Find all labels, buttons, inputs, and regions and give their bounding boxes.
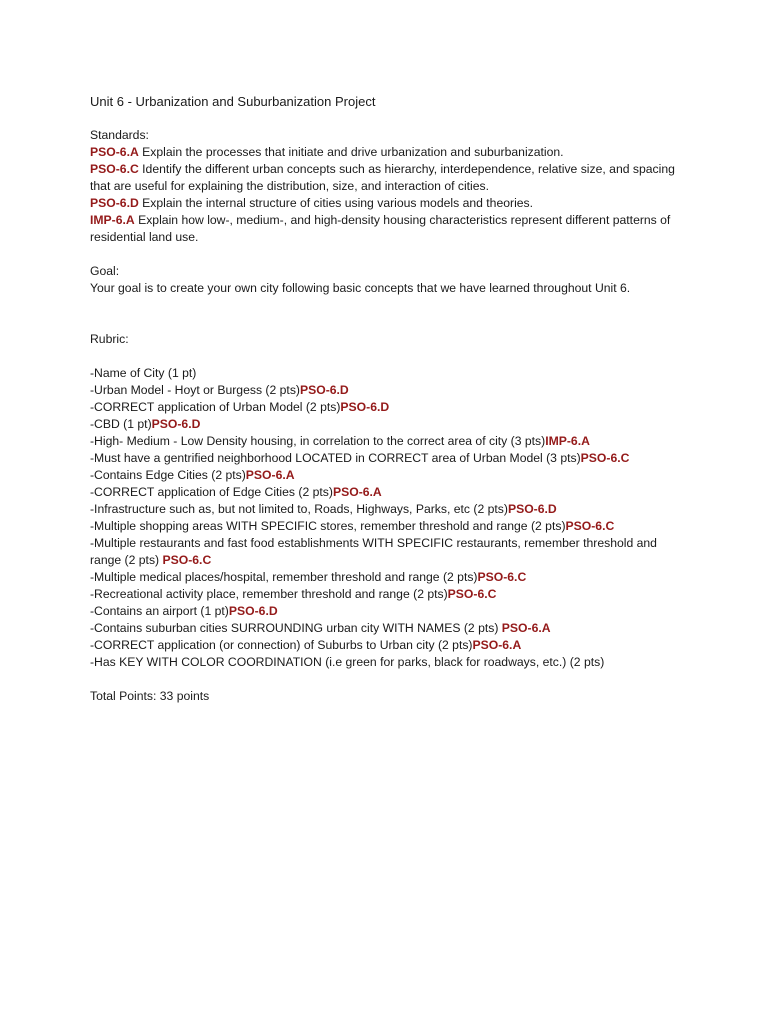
rubric-item [90,365,690,382]
rubric-standard-code: PSO-6.D [299,383,349,397]
standards-heading: Standards: [90,128,149,142]
rubric-list [90,365,690,671]
rubric-standard-code: PSO-6.A [472,638,522,652]
standard-item [90,195,690,212]
rubric-heading: Rubric: [90,332,129,346]
total-points: Total Points: 33 points [90,689,210,703]
standard-code: PSO-6.D [90,196,139,210]
goal-heading: Goal: [90,264,120,278]
rubric-item [90,399,690,416]
rubric-item-text: -Contains suburban cities SURROUNDING urban city WITH NAMES (2 pts) [90,621,502,635]
standard-text: Explain the internal structure of cities using various models and theories. [138,196,534,210]
rubric-item [90,501,690,518]
rubric-standard-code: PSO-6.D [340,400,390,414]
rubric-standard-code: PSO-6.D [507,502,557,516]
rubric-standard-code: PSO-6.A [332,485,382,499]
standard-item [90,161,690,195]
goal-text: Your goal is to create your own city following basic concepts that we have learned throughout Unit 6. [90,281,631,295]
rubric-standard-code: PSO-6.C [477,570,527,584]
rubric-item-text: -Has KEY WITH COLOR COORDINATION (i.e green for parks, black for roadways, etc.) (2 pts) [90,655,605,669]
rubric-standard-code: PSO-6.C [162,553,212,567]
rubric-item-text: -CORRECT application of Urban Model (2 pts) [90,400,341,414]
rubric-item-text: -Must have a gentrified neighborhood LOCATED in CORRECT area of Urban Model (3 pts) [90,451,581,465]
rubric-standard-code: PSO-6.C [580,451,630,465]
standard-item [90,212,690,246]
rubric-item [90,382,690,399]
standard-text: Explain the processes that initiate and drive urbanization and suburbanization. [138,145,564,159]
rubric-item [90,637,690,654]
rubric-item-text: -Contains Edge Cities (2 pts) [90,468,246,482]
rubric-item-text: -CORRECT application of Edge Cities (2 pts) [90,485,333,499]
standard-item [90,144,690,161]
rubric-item-text: -Multiple shopping areas WITH SPECIFIC stores, remember threshold and range (2 pts) [90,519,566,533]
rubric-item-text: -High- Medium - Low Density housing, in correlation to the correct area of city (3 pts) [90,434,546,448]
standard-code: PSO-6.A [90,145,139,159]
rubric-item-text: -Name of City (1 pt) [90,366,197,380]
rubric-standard-code: PSO-6.A [245,468,295,482]
rubric-item [90,603,690,620]
rubric-item-text: -CORRECT application (or connection) of Suburbs to Urban city (2 pts) [90,638,473,652]
rubric-standard-code: PSO-6.A [501,621,551,635]
document-body [90,93,690,705]
document-title: Unit 6 - Urbanization and Suburbanization Project [90,94,376,109]
rubric-item-text: -Recreational activity place, remember threshold and range (2 pts) [90,587,448,601]
rubric-standard-code: PSO-6.C [565,519,615,533]
rubric-item-text: -Infrastructure such as, but not limited to, Roads, Highways, Parks, etc (2 pts) [90,502,508,516]
rubric-standard-code: PSO-6.C [447,587,497,601]
rubric-standard-code: PSO-6.D [151,417,201,431]
rubric-item [90,484,690,501]
rubric-item [90,620,690,637]
rubric-item [90,654,690,671]
rubric-standard-code: PSO-6.D [228,604,278,618]
rubric-item [90,518,690,535]
rubric-item [90,467,690,484]
standard-code: PSO-6.C [90,162,139,176]
rubric-item-text: -Multiple restaurants and fast food establishments WITH SPECIFIC restaurants, remember threshold and range (2 pts) [90,536,657,567]
rubric-item-text: -Multiple medical places/hospital, remember threshold and range (2 pts) [90,570,478,584]
rubric-item [90,433,690,450]
rubric-item-text: -Urban Model - Hoyt or Burgess (2 pts) [90,383,300,397]
rubric-standard-code: IMP-6.A [545,434,590,448]
rubric-item [90,416,690,433]
rubric-item [90,450,690,467]
rubric-item-text: -CBD (1 pt) [90,417,152,431]
standard-code: IMP-6.A [90,213,135,227]
standard-text: Explain how low-, medium-, and high-density housing characteristics represent different patterns of residential land use. [90,213,671,244]
standard-text: Identify the different urban concepts such as hierarchy, interdependence, relative size, and spacing that are useful for explaining the distribution, size, and interaction of cities. [90,162,675,193]
rubric-item [90,569,690,586]
rubric-item [90,586,690,603]
rubric-item-text: -Contains an airport (1 pt) [90,604,229,618]
rubric-item [90,535,690,569]
